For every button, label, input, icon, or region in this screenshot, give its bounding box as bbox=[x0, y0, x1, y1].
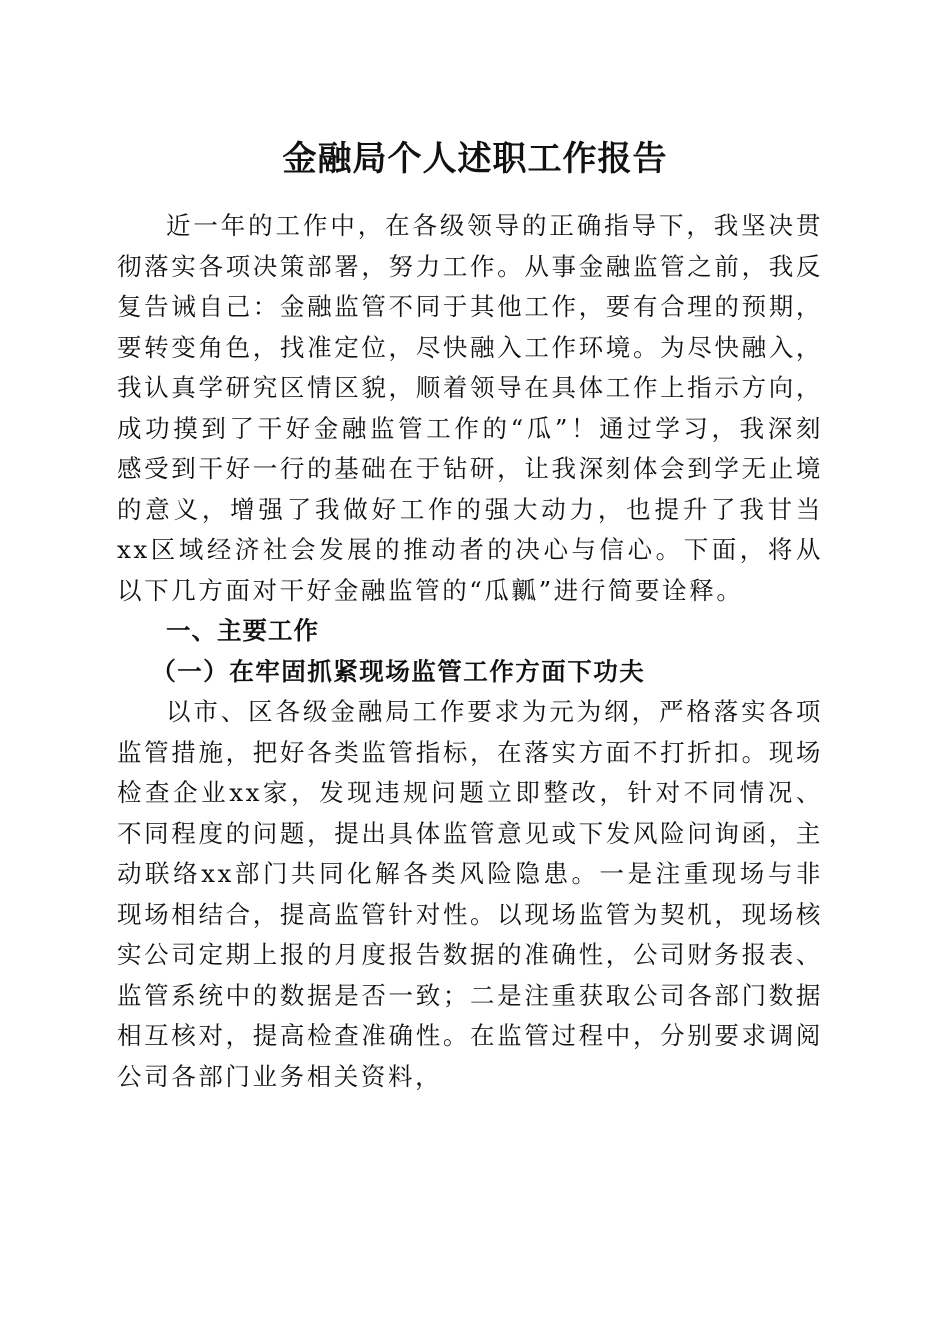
section-heading-main-work: 一、主要工作 bbox=[166, 616, 319, 645]
intro-paragraph: 近一年的工作中，在各级领导的正确指导下，我坚决贯彻落实各项决策部署，努力工作。从事金融监管之前，我反复告诫自己：金融监管不同于其他工作，要有合理的预期，要转变角色，找准定位，尽快融入工作环境。为尽快融入，我认真学研究区情区貌，顺着领导在具体工作上指示方向，成功摸到了干好金融监管工作的“瓜”！通过学习，我深刻感受到干好一行的基础在于钻研，让我深刻体会到学无止境的意义，增强了我做好工作的强大动力，也提升了我甘当xx区域经济社会发展的推动者的决心与信心。下面，将从以下几方面对干好金融监管的“瓜瓤”进行简要诠释。 bbox=[117, 211, 823, 605]
subsection-heading-onsite-supervision: （一）在牢固抓紧现场监管工作方面下功夫 bbox=[151, 656, 646, 686]
subsection-paragraph-onsite-supervision: 以市、区各级金融局工作要求为元为纲，严格落实各项监管措施，把好各类监管指标，在落实方面不打折扣。现场检查企业xx家，发现违规问题立即整改，针对不同情况、不同程度的问题，提出具体监管意见或下发风险问询函，主动联络xx部门共同化解各类风险隐患。一是注重现场与非现场相结合，提高监管针对性。以现场监管为契机，现场核实公司定期上报的月度报告数据的准确性，公司财务报表、监管系统中的数据是否一致；二是注重获取公司各部门数据相互核对，提高检查准确性。在监管过程中，分别要求调阅公司各部门业务相关资料， bbox=[117, 697, 823, 1091]
document-title: 金融局个人述职工作报告 bbox=[282, 139, 668, 179]
document-body bbox=[117, 206, 823, 1097]
